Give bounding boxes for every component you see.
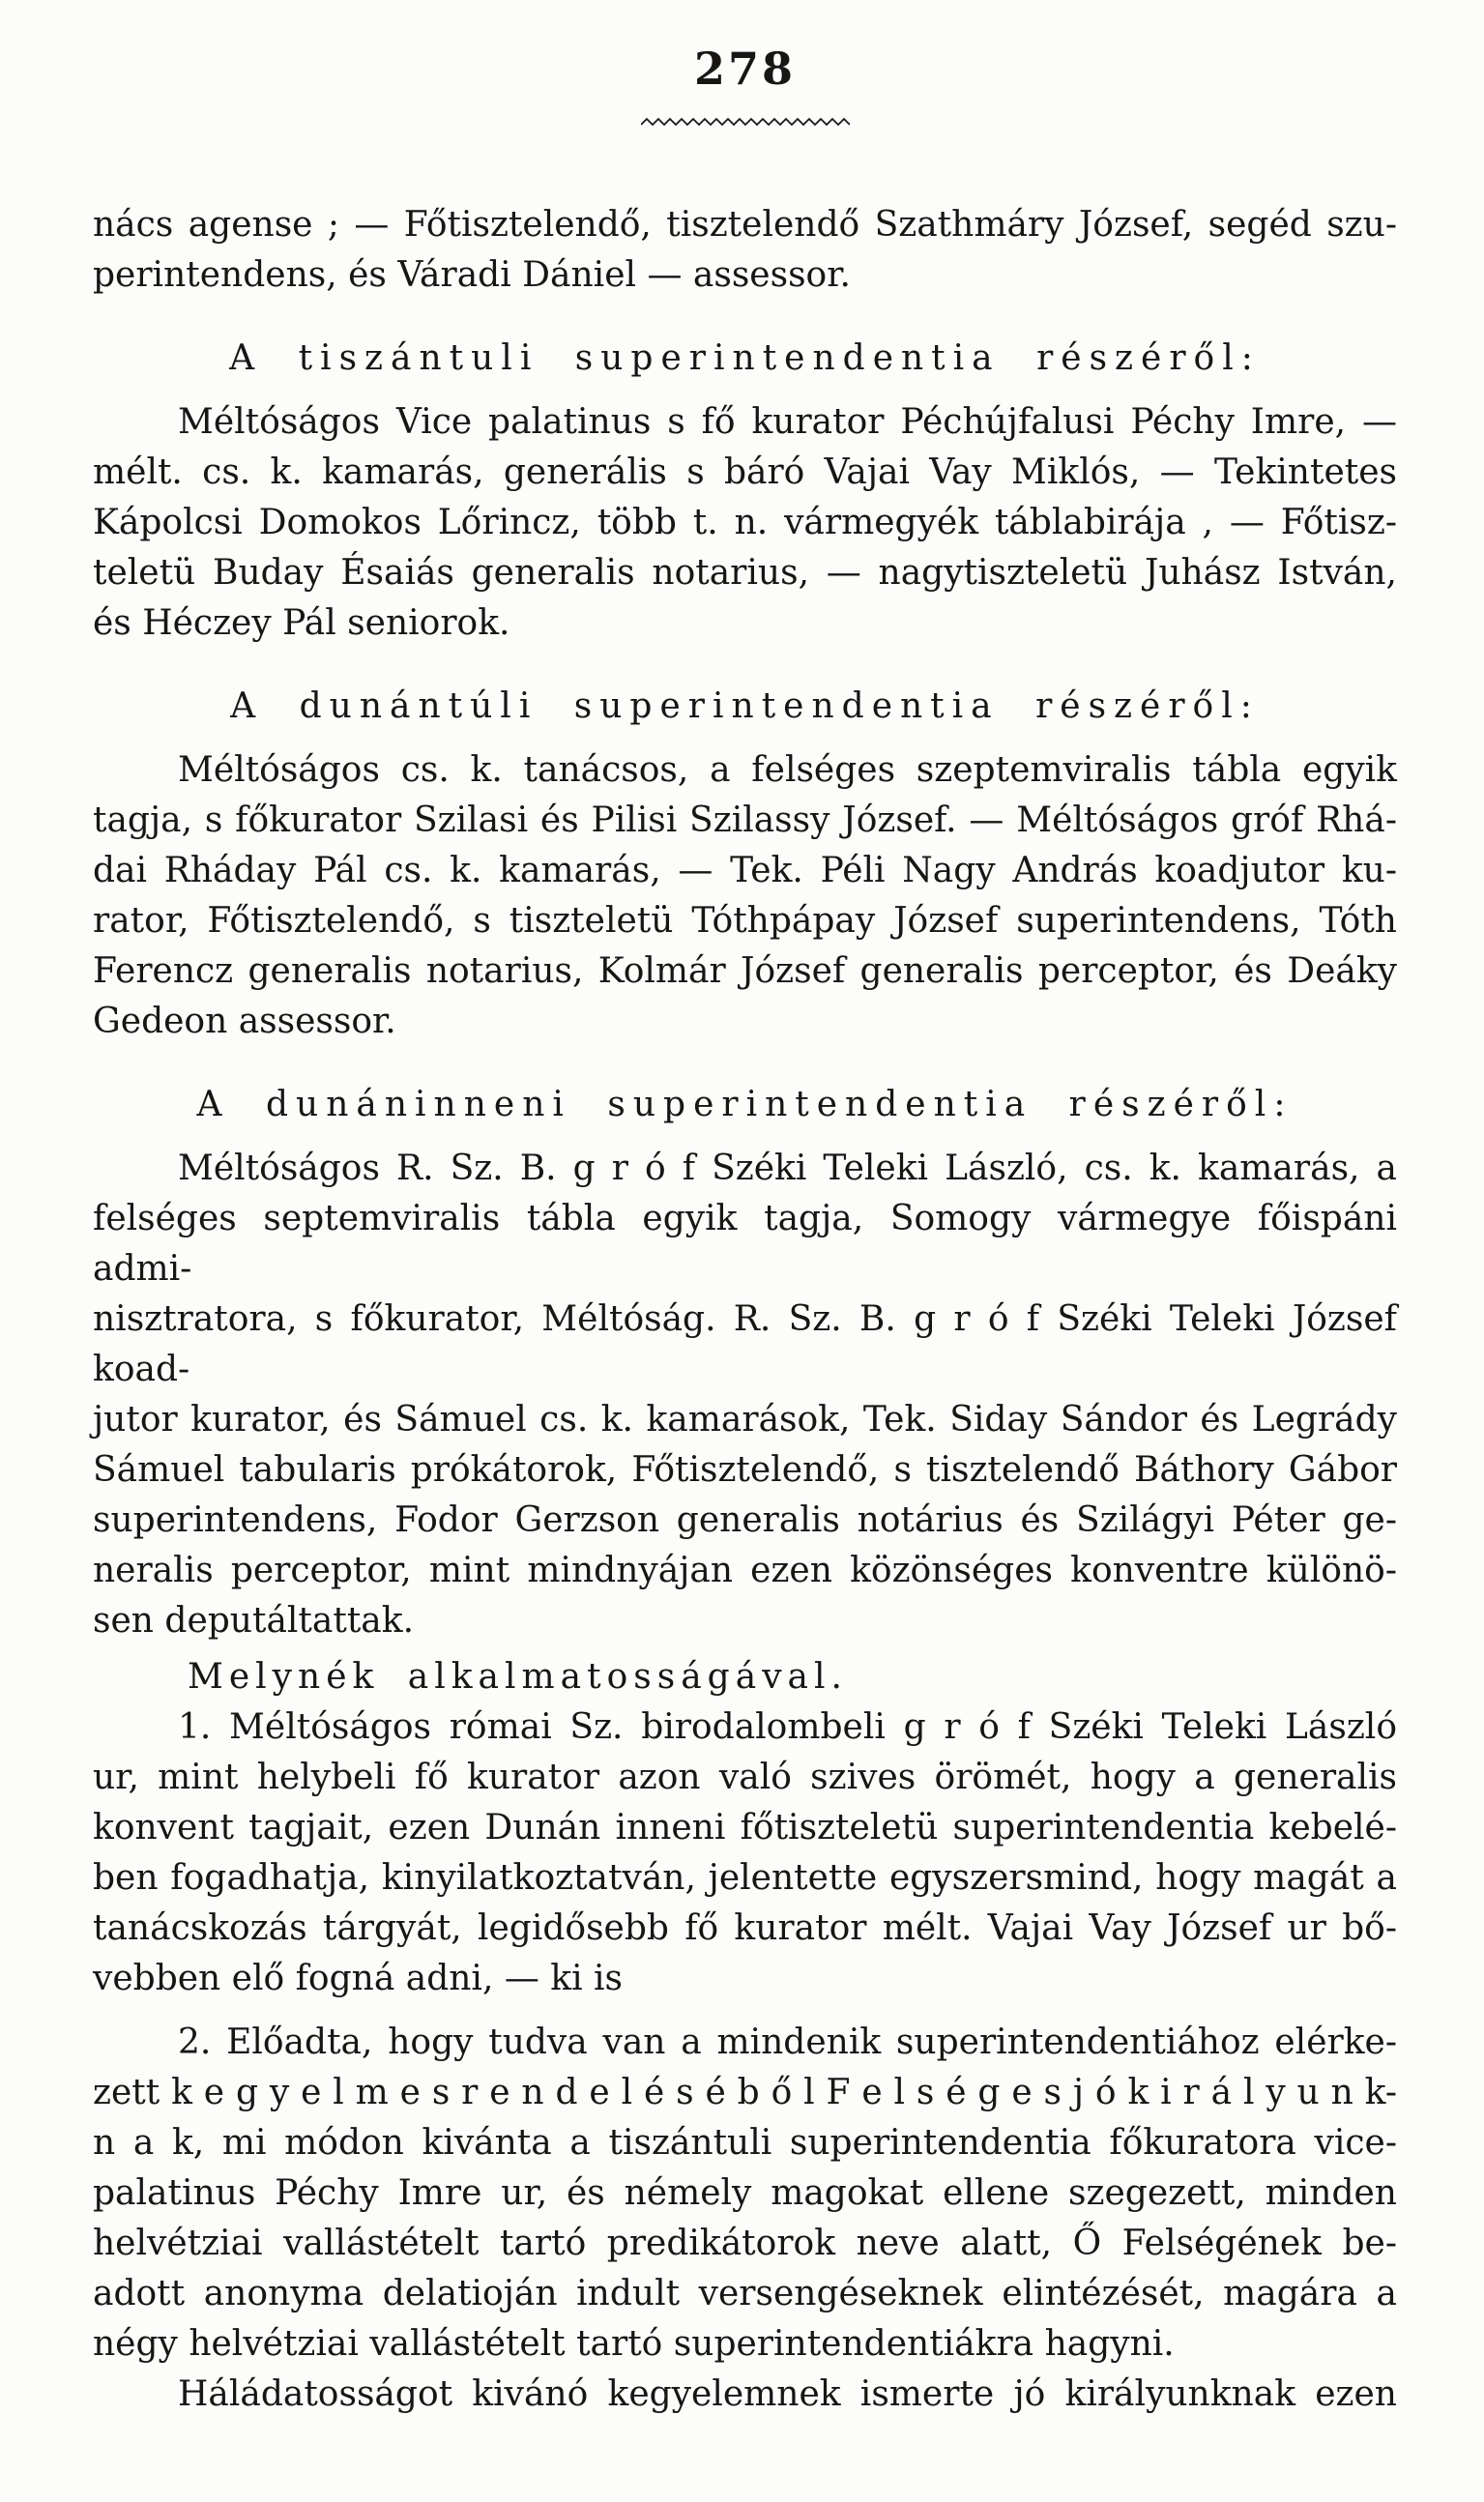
text-line: tanácskozás tárgyát, legidősebb fő kurator mélt. Vajai Vay József ur bő- (93, 1908, 1397, 1948)
text-line: n a k, mi módon kivánta a tiszántuli superintendentia főkuratora vice- (93, 2123, 1397, 2163)
text-line: helvétziai vallástételt tartó predikátorok neve alatt, Ő Felségének be- (93, 2224, 1397, 2263)
text-line: superintendens, Fodor Gerzson generalis notárius és Szilágyi Péter ge- (93, 1500, 1397, 1540)
text-line: nisztratora, s főkurator, Méltóság. R. Sz. B. g r ó f Széki Teleki József koad- (93, 1299, 1397, 1389)
text-line: felséges septemviralis tábla egyik tagja, Somogy vármegye főispáni admi- (93, 1199, 1397, 1289)
text-line: rator, Főtisztelendő, s tiszteletü Tóthpápay József superintendens, Tóth (93, 901, 1397, 941)
text-line: zett k e g y e l m e s r e n d e l é s é b ő l F e l s é g e s j ó k i r á l y u n k- (93, 2073, 1397, 2112)
text-line: Gedeon assessor. (93, 1002, 396, 1041)
text-line: palatinus Péchy Imre ur, és némely magokat ellene szegezett, minden (93, 2173, 1397, 2213)
text-line: nács agense ; — Főtisztelendő, tisztelendő Szathmáry József, segéd szu- (93, 205, 1397, 245)
wavy-rule-icon (641, 116, 850, 128)
text-line: 1. Méltóságos római Sz. birodalombeli g r ó f Széki Teleki László (178, 1707, 1397, 1747)
text-line: Méltóságos Vice palatinus s fő kurator Péchújfalusi Péchy Imre, — (178, 402, 1397, 442)
text-line: konvent tagjait, ezen Dunán inneni főtiszteletü superintendentia kebelé- (93, 1808, 1397, 1847)
text-line: tagja, s főkurator Szilasi és Pilisi Szilassy József. — Méltóságos gróf Rhá- (93, 800, 1397, 840)
line-melynek: Melynék alkalmatosságával. (188, 1657, 848, 1697)
section-heading-dunaninneni: A dunáninneni superintendentia részéről: (196, 1085, 1294, 1124)
text-line: Méltóságos R. Sz. B. g r ó f Széki Teleki László, cs. k. kamarás, a (178, 1149, 1397, 1188)
text-line: jutor kurator, és Sámuel cs. k. kamarások, Tek. Siday Sándor és Legrády (93, 1400, 1397, 1440)
wavy-rule-divider (93, 97, 1397, 136)
text-line: Ferencz generalis notarius, Kolmár József generalis perceptor, és Deáky (93, 951, 1397, 991)
text-line: és Héczey Pál seniorok. (93, 603, 510, 643)
text-line: Háládatosságot kivánó kegyelemnek ismerte jó királyunknak ezen (178, 2374, 1397, 2414)
text-line: neralis perceptor, mint mindnyájan ezen közönséges konventre különö- (93, 1551, 1397, 1590)
text-line: négy helvétziai vallástételt tartó superintendentiákra hagyni. (93, 2324, 1175, 2364)
paragraph-opening (93, 200, 1397, 301)
text-line: sen deputáltattak. (93, 1601, 415, 1641)
paragraph-item-2 (93, 2018, 1397, 2370)
text-line: 2. Előadta, hogy tudva van a mindenik superintendentiához elérke- (178, 2022, 1397, 2062)
text-line: teletü Buday Ésaiás generalis notarius, — nagytiszteletü Juhász István, (93, 553, 1397, 593)
text-line: ur, mint helybeli fő kurator azon való szives örömét, hogy a generalis (93, 1758, 1397, 1797)
paragraph-item-1 (93, 1702, 1397, 2004)
page-number: 278 (693, 43, 797, 95)
text-line: mélt. cs. k. kamarás, generális s báró Vajai Vay Miklós, — Tekintetes (93, 452, 1397, 492)
section-heading-tiszantuli: A tiszántuli superintendentia részéről: (229, 338, 1261, 378)
section-heading-dunantuli: A dunántúli superintendentia részéről: (230, 686, 1260, 726)
text-line: ben fogadhatja, kinyilatkoztatván, jelentette egyszersmind, hogy magát a (93, 1858, 1397, 1898)
text-line: adott anonyma delatioján indult versengéseknek elintézését, magára a (93, 2274, 1397, 2313)
paragraph-haladatossag (93, 2370, 1397, 2420)
paragraph-dunantuli-delegates (93, 745, 1397, 1047)
text-line: vebben elő fogná adni, — ki is (93, 1959, 624, 1998)
text-line: perintendens, és Váradi Dániel — assessor. (93, 255, 851, 295)
text-line: Méltóságos cs. k. tanácsos, a felséges szeptemviralis tábla egyik (178, 750, 1397, 790)
text-line: Sámuel tabularis prókátorok, Főtisztelendő, s tisztelendő Báthory Gábor (93, 1450, 1397, 1490)
paragraph-tiszantuli-delegates (93, 397, 1397, 649)
text-line: Kápolcsi Domokos Lőrincz, több t. n. vármegyék táblabirája , — Főtisz- (93, 503, 1397, 542)
paragraph-dunaninneni-delegates (93, 1144, 1397, 1646)
text-line: dai Rháday Pál cs. k. kamarás, — Tek. Péli Nagy András koadjutor ku- (93, 851, 1397, 890)
